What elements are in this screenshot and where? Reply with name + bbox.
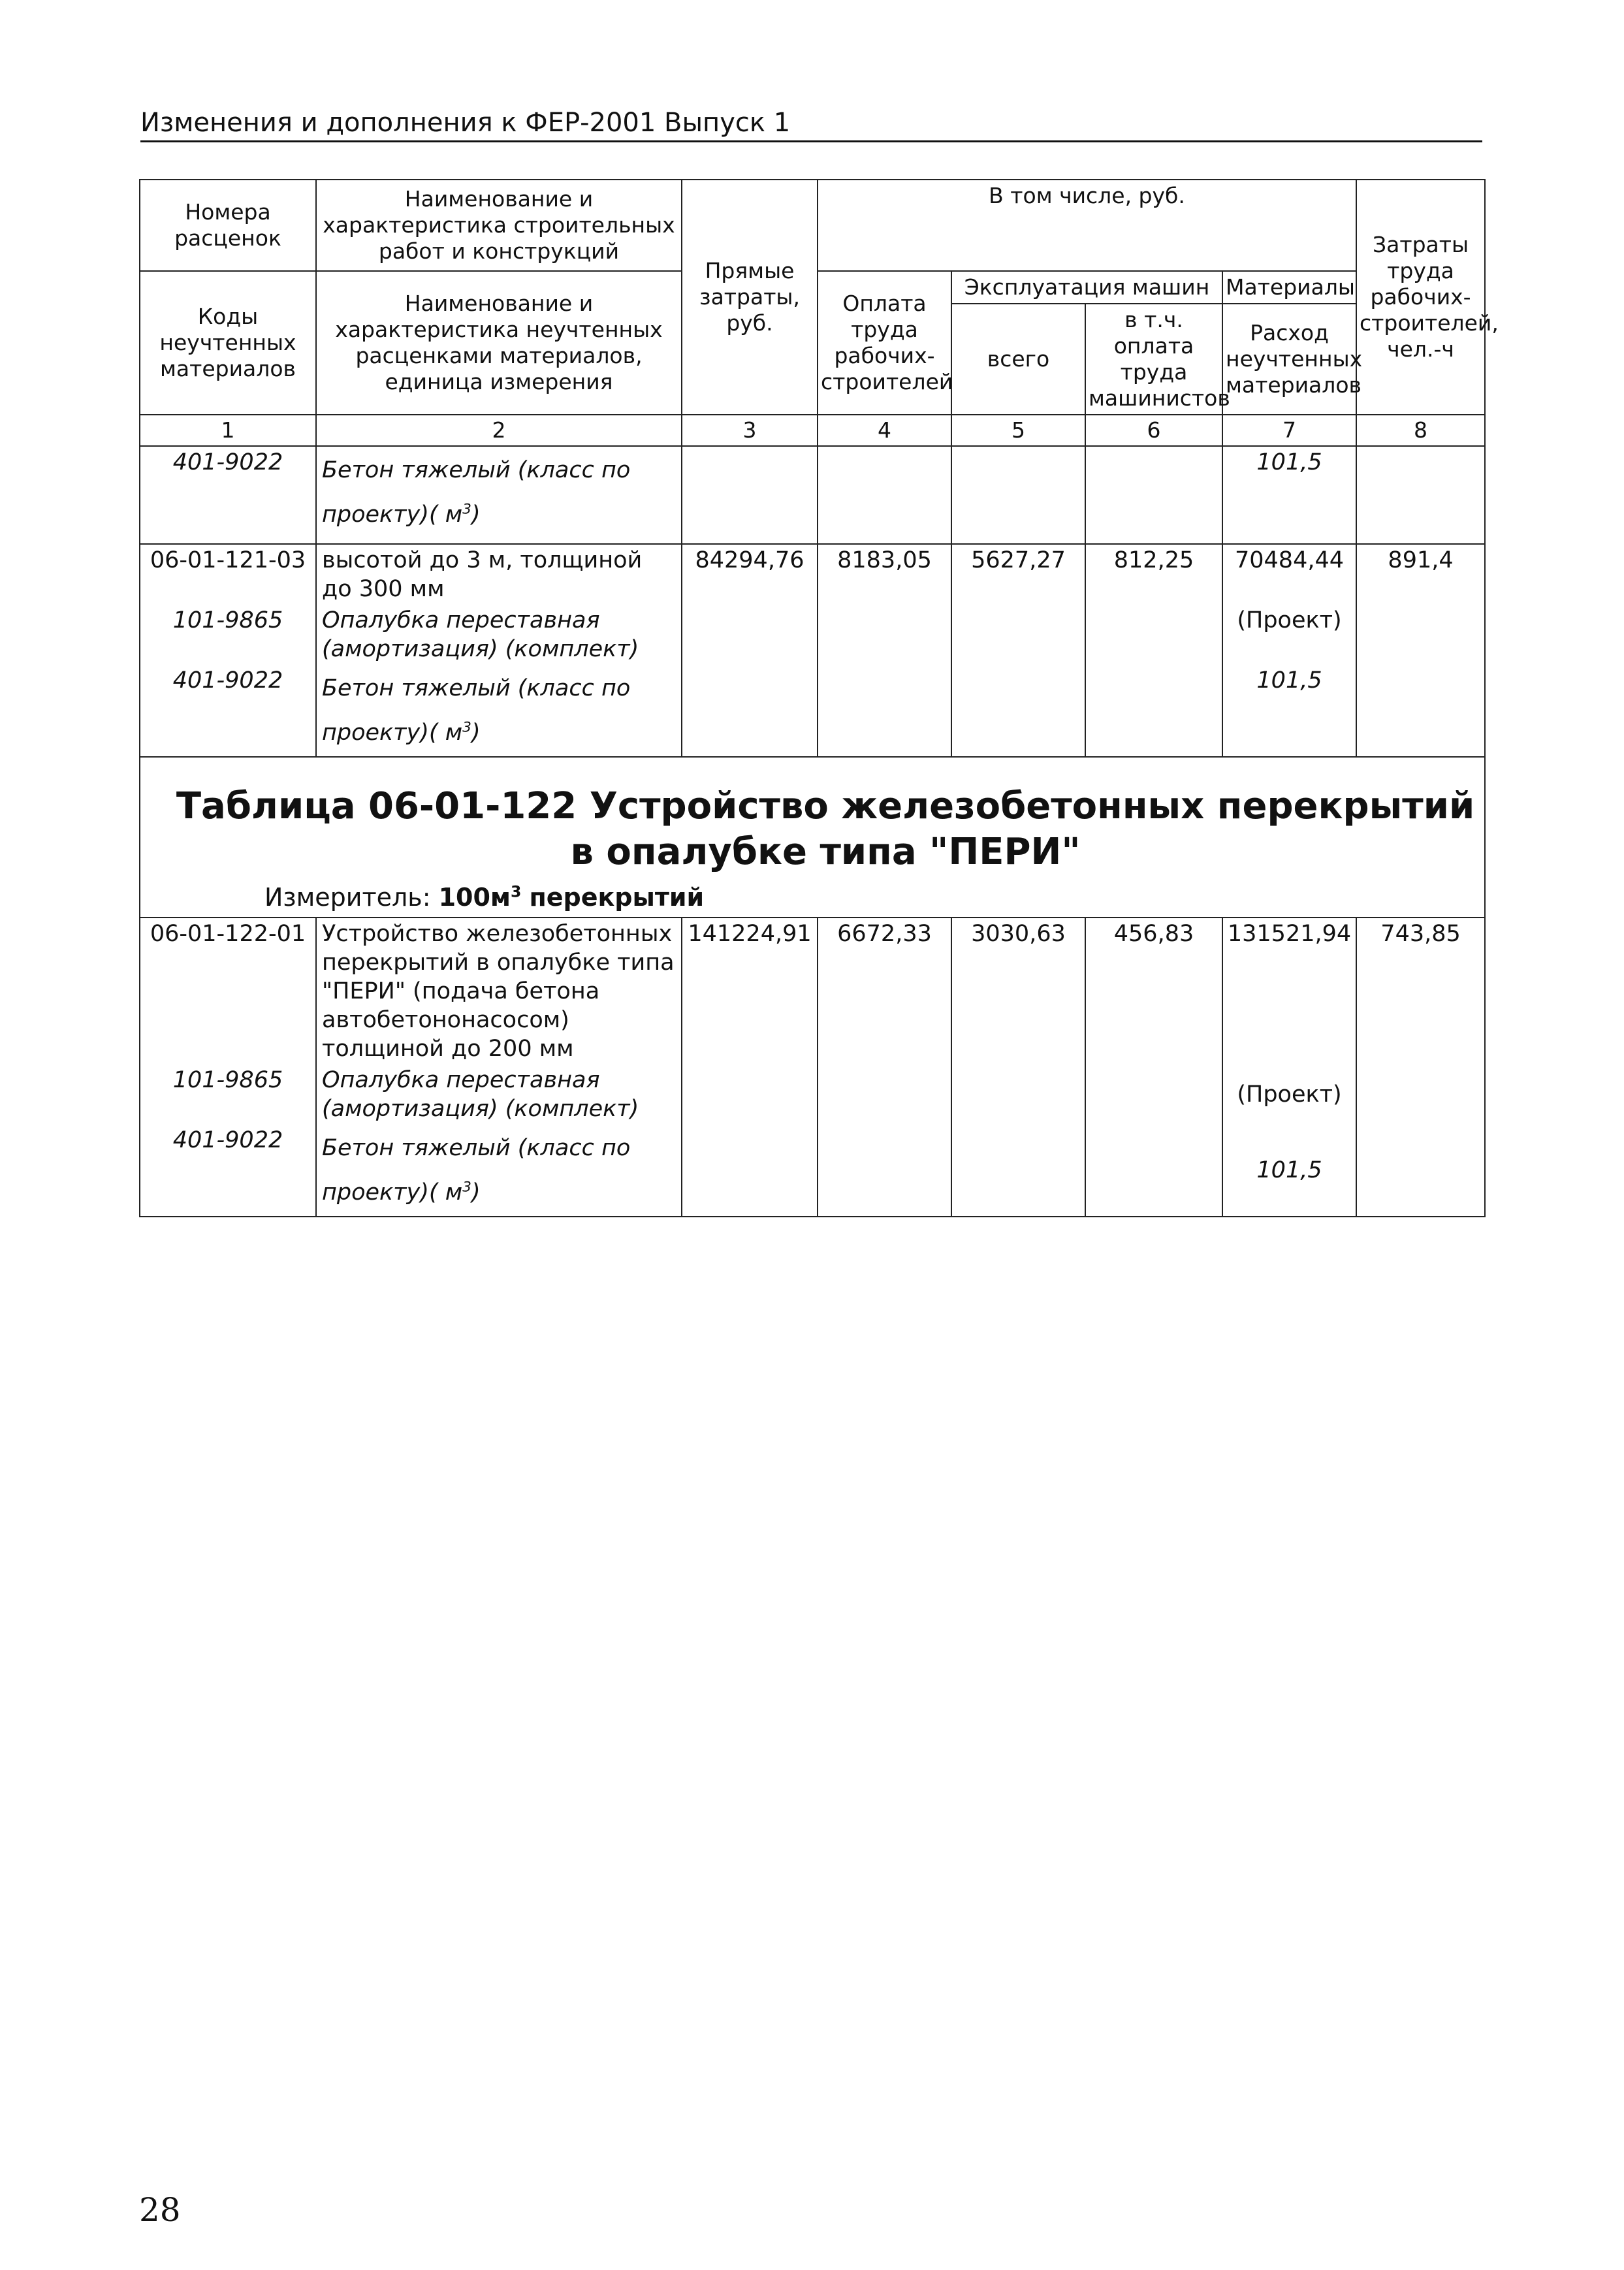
material-code: 101-9865 [140,1064,316,1125]
rate-number: 06-01-122-01 [140,918,316,1064]
materials-cost: 70484,44 [1222,544,1356,605]
material-consumption: 101,5 [1222,665,1356,757]
material-name: Опалубка переставная (амортизация) (комплект) [316,1064,682,1125]
rate-number: 06-01-121-03 [140,544,316,605]
col5-header: всего [951,304,1085,415]
column-numbers-row [140,415,1485,446]
materials-header: Материалы [1222,271,1356,304]
machine-total: 3030,63 [951,918,1085,1064]
material-name: Бетон тяжелый (класс по проекту)( $м^3$) [316,446,682,544]
table-row [140,1125,1485,1217]
material-code: 401-9022 [140,1125,316,1217]
col-number: 3 [682,415,818,446]
col-number: 5 [951,415,1085,446]
table-row [140,918,1485,1064]
table-row [140,1064,1485,1125]
labor-hours: 891,4 [1356,544,1485,605]
material-code: 401-9022 [140,446,316,544]
col7-header: Расход неучтенных материалов [1222,304,1356,415]
material-consumption: 101,5 [1222,1125,1356,1217]
col-number: 1 [140,415,316,446]
table-row [140,544,1485,605]
work-name: высотой до 3 м, толщиной до 300 мм [316,544,682,605]
machine-total: 5627,27 [951,544,1085,605]
table-row [140,665,1485,757]
material-name: Бетон тяжелый (класс по проекту)( $м^3$) [316,1125,682,1217]
col-number: 7 [1222,415,1356,446]
header-row-1 [140,180,1485,271]
col-number: 2 [316,415,682,446]
labor-pay: 6672,33 [818,918,951,1064]
machinist-pay: 456,83 [1085,918,1222,1064]
machinist-pay: 812,25 [1085,544,1222,605]
material-consumption: (Проект) [1222,605,1356,665]
work-name: Устройство железобетонных перекрытий в опалубке типа "ПЕРИ" (подача бетона автобетононасосом) толщиной до 200 мм [316,918,682,1064]
col1-header-top: Номера расценок [140,180,316,271]
direct-costs: 84294,76 [682,544,818,605]
col3-header: Прямые затраты, руб. [682,180,818,415]
col-number: 6 [1085,415,1222,446]
col1-header-bottom: Коды неучтенных материалов [140,271,316,415]
material-consumption: 101,5 [1222,446,1356,544]
material-name: Опалубка переставная (амортизация) (комплект) [316,605,682,665]
col-number: 4 [818,415,951,446]
measure-line: Измеритель: $100м^3$ перекрытий [264,882,705,912]
col6-header: в т.ч. оплата труда машинистов [1085,304,1222,415]
material-consumption: (Проект) [1222,1064,1356,1125]
direct-costs: 141224,91 [682,918,818,1064]
exploitation-header: Эксплуатация машин [951,271,1222,304]
material-code: 101-9865 [140,605,316,665]
col2-header-bottom: Наименование и характеристика неучтенных расценками материалов, единица измерения [316,271,682,415]
table-row [140,605,1485,665]
labor-hours: 743,85 [1356,918,1485,1064]
table-title-row [140,757,1485,918]
material-name: Бетон тяжелый (класс по проекту)( $м^3$) [316,665,682,757]
document-header: Изменения и дополнения к ФЕР-2001 Выпуск 1 [140,106,1482,142]
col4-header: Оплата труда рабочих-строителей [818,271,951,415]
group-header: В том числе, руб. [818,180,1356,271]
rates-table [139,179,1499,1217]
col-number: 8 [1356,415,1485,446]
col2-header-top: Наименование и характеристика строительных работ и конструкций [316,180,682,271]
page-number: 28 [139,2191,181,2229]
table-title: Таблица 06-01-122 Устройство железобетонных перекрытий в опалубке типа "ПЕРИ" [176,785,1475,873]
material-code: 401-9022 [140,665,316,757]
labor-pay: 8183,05 [818,544,951,605]
materials-cost: 131521,94 [1222,918,1356,1064]
table-row [140,446,1485,544]
col8-header: Затраты труда рабочих-строителей, чел.-ч [1356,180,1485,415]
